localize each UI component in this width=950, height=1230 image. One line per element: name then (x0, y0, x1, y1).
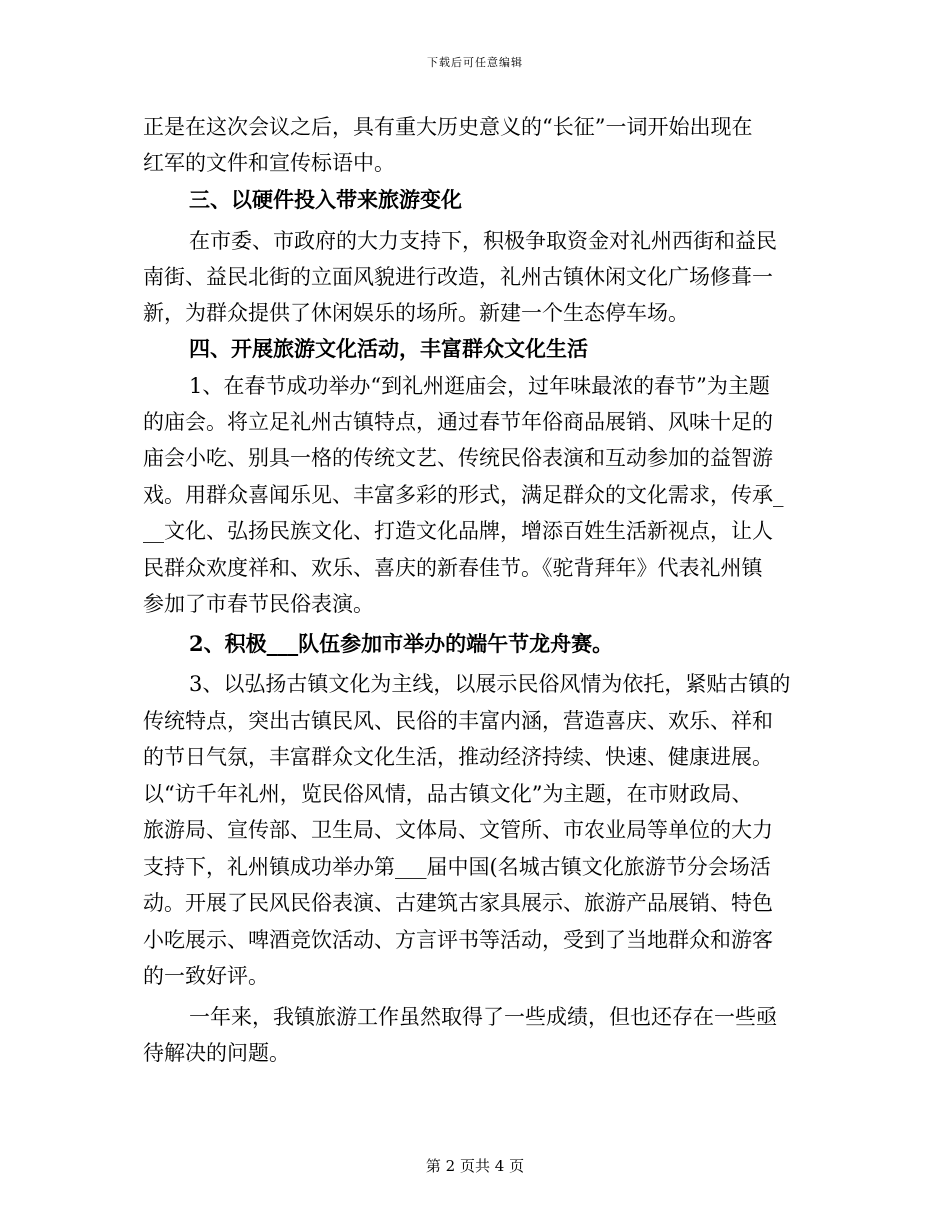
paragraph-line: 3、以弘扬古镇文化为主线，以展示民俗风情为依托，紧贴古镇的 (189, 672, 791, 696)
section-heading: 四、开展旅游文化活动，丰富群众文化生活 (189, 336, 588, 361)
paragraph-line: 新，为群众提供了休闲娱乐的场所。新建一个生态停车场。 (143, 301, 689, 325)
paragraph-line: __文化、弘扬民族文化、打造文化品牌，增添百姓生活新视点，让人 (143, 519, 773, 543)
paragraph-line: 的节日气氛，丰富群众文化生活，推动经济持续、快速、健康进展。 (143, 745, 773, 769)
paragraph-line: 一年来，我镇旅游工作虽然取得了一些成绩，但也还存在一些亟 (189, 1005, 777, 1029)
paragraph-line: 支持下，礼州镇成功举办第___届中国(名城古镇文化旅游节分会场活 (143, 855, 771, 879)
paragraph-line: 的一致好评。 (143, 964, 269, 988)
paragraph-line: 庙会小吃、别具一格的传统文艺、传统民俗表演和互动参加的益智游 (143, 446, 773, 470)
section-heading: 2、积极___队伍参加市举办的端午节龙舟赛。 (189, 631, 614, 656)
paragraph-line: 的庙会。将立足礼州古镇特点，通过春节年俗商品展销、风味十足的 (143, 410, 773, 434)
paragraph-line: 在市委、市政府的大力支持下，积极争取资金对礼州西街和益民 (189, 229, 777, 253)
paragraph-line: 南街、益民北街的立面风貌进行改造，礼州古镇休闲文化广场修葺一 (143, 265, 773, 289)
paragraph-line: 1、在春节成功举办“到礼州逛庙会，过年味最浓的春节”为主题 (189, 374, 770, 398)
paragraph-line: 以“访千年礼州，览民俗风情，品古镇文化”为主题，在市财政局、 (143, 782, 753, 806)
paragraph-line: 民群众欢度祥和、欢乐、喜庆的新春佳节。《驼背拜年》代表礼州镇 (143, 556, 763, 580)
page-footer: 第 2 页共 4 页 (425, 1157, 525, 1175)
paragraph-line: 红军的文件和宣传标语中。 (143, 151, 395, 175)
paragraph-line: 待解决的问题。 (143, 1041, 290, 1065)
paragraph-line: 旅游局、宣传部、卫生局、文体局、文管所、市农业局等单位的大力 (143, 818, 773, 842)
paragraph-line: 正是在这次会议之后，具有重大历史意义的“长征”一词开始出现在 (143, 115, 753, 139)
page-header: 下载后可任意编辑 (427, 56, 523, 69)
paragraph-line: 动。开展了民风民俗表演、古建筑古家具展示、旅游产品展销、特色 (143, 891, 773, 915)
paragraph-line: 小吃展示、啤酒竞饮活动、方言评书等活动，受到了当地群众和游客 (143, 928, 773, 952)
section-heading: 三、以硬件投入带来旅游变化 (189, 187, 462, 212)
paragraph-line: 参加了市春节民俗表演。 (143, 592, 374, 616)
paragraph-line: 传统特点，突出古镇民风、民俗的丰富内涵，营造喜庆、欢乐、祥和 (143, 709, 773, 733)
paragraph-line: 戏。用群众喜闻乐见、丰富多彩的形式，满足群众的文化需求，传承_ (143, 483, 784, 507)
